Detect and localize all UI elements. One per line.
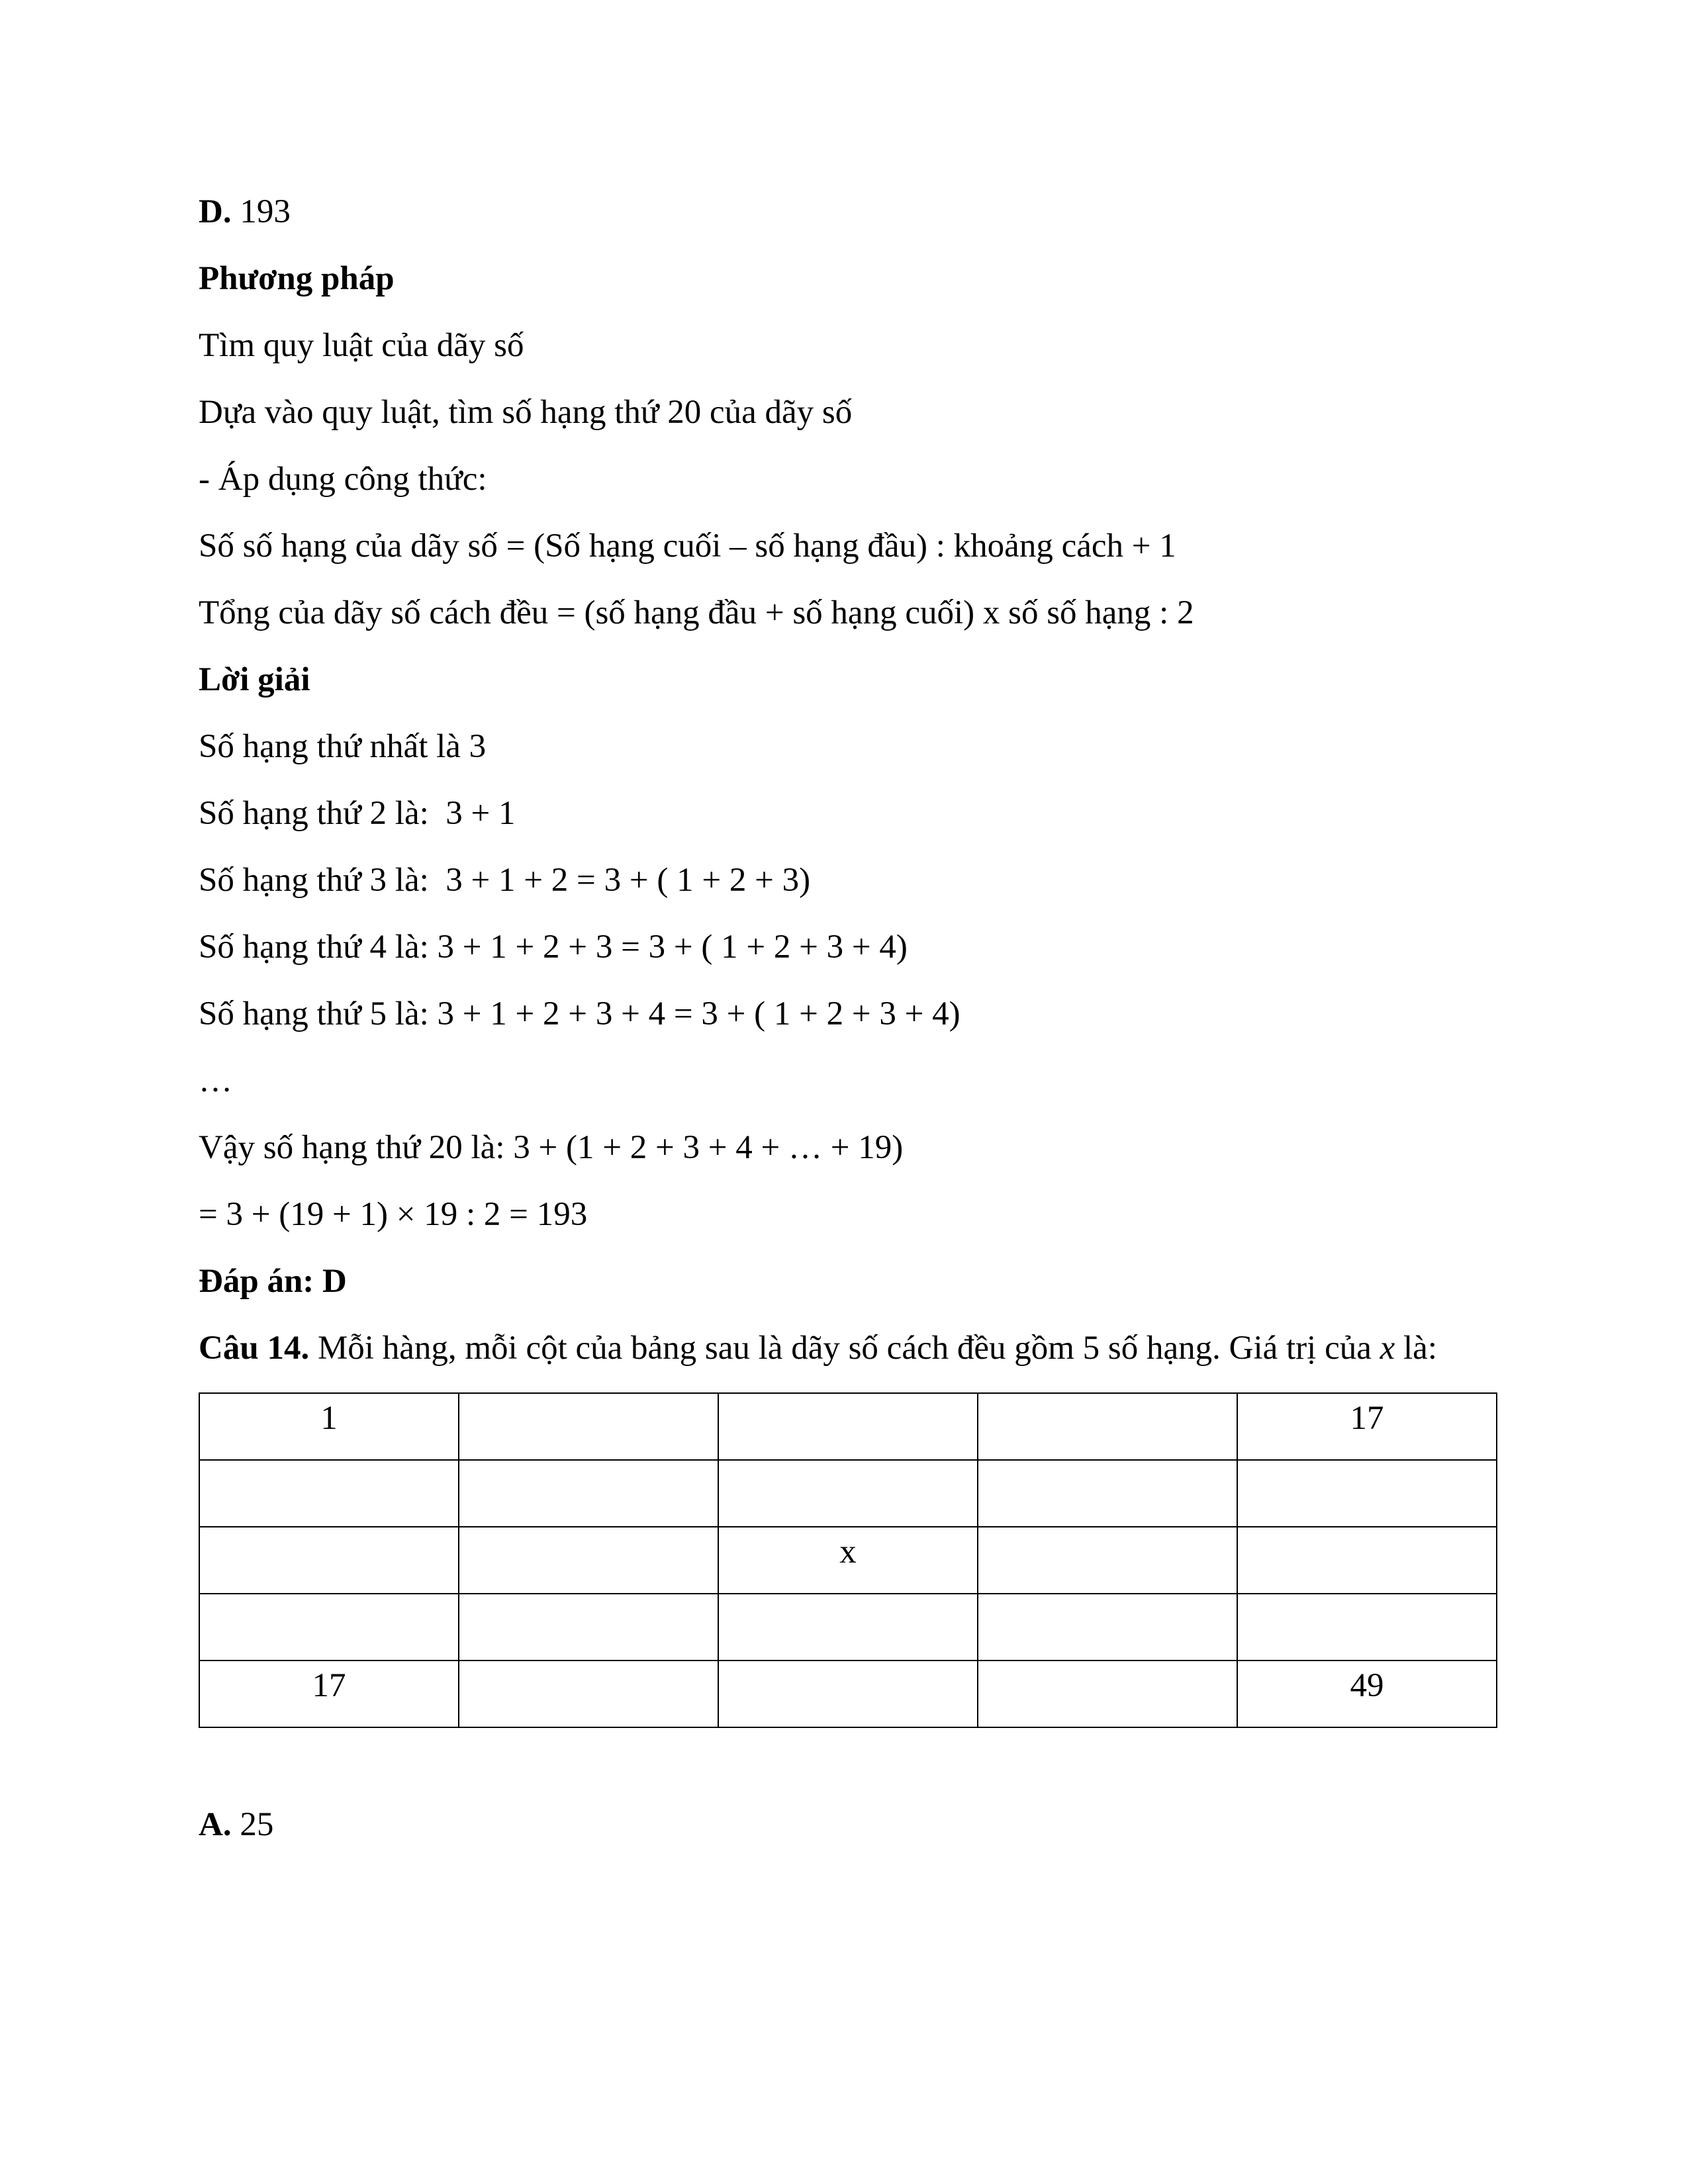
option-a [199,1792,1489,1858]
grid-row [199,1661,1497,1727]
grid-cell [199,1527,459,1594]
method-heading: Phương pháp [199,260,395,297]
grid-cell [459,1527,718,1594]
grid-row [199,1594,1497,1661]
number-grid [199,1392,1497,1728]
grid-row [199,1393,1497,1460]
grid-cell [978,1661,1237,1727]
grid-row [199,1460,1497,1527]
grid-cell [718,1393,978,1460]
option-d-letter: D. [199,193,232,230]
option-a-value: 25 [231,1806,274,1843]
grid-cell [718,1661,978,1727]
solution-line: Vậy số hạng thứ 20 là: 3 + (1 + 2 + 3 + 4 + … + 19) [199,1129,904,1166]
grid-cell [1237,1527,1497,1594]
grid-cell [459,1393,718,1460]
method-line: - Áp dụng công thức: [199,461,487,498]
grid-cell [718,1460,978,1527]
option-a-letter: A. [199,1806,232,1843]
grid-cell [459,1594,718,1661]
grid-cell [199,1460,459,1527]
grid-cell [459,1460,718,1527]
grid-cell: 49 [1237,1661,1497,1727]
grid-cell [978,1594,1237,1661]
answer-line: Đáp án: D [199,1263,347,1300]
document-page [199,179,1489,1858]
grid-cell [718,1594,978,1661]
question-14 [199,1315,1489,1382]
grid-cell [978,1527,1237,1594]
grid-cell [1237,1460,1497,1527]
grid-cell [199,1594,459,1661]
grid-cell: 1 [199,1393,459,1460]
solution-line: Số hạng thứ nhất là 3 [199,728,487,765]
grid-cell [1237,1594,1497,1661]
solution-line: Số hạng thứ 5 là: 3 + 1 + 2 + 3 + 4 = 3 + ( 1 + 2 + 3 + 4) [199,995,961,1032]
grid-cell [459,1661,718,1727]
grid-row [199,1527,1497,1594]
grid-cell: 17 [199,1661,459,1727]
solution-line: = 3 + (19 + 1) × 19 : 2 = 193 [199,1196,588,1233]
solution-line: Số hạng thứ 2 là: 3 + 1 [199,795,516,832]
question-text-end: là: [1395,1330,1437,1367]
method-line: Dựa vào quy luật, tìm số hạng thứ 20 của dãy số [199,394,853,431]
method-line: Tổng của dãy số cách đều = (số hạng đầu + số hạng cuối) x số số hạng : 2 [199,594,1194,631]
grid-cell: x [718,1527,978,1594]
method-line: Tìm quy luật của dãy số [199,327,524,364]
grid-cell: 17 [1237,1393,1497,1460]
option-d [199,179,1489,246]
question-variable: x [1380,1330,1395,1367]
grid-cell [978,1393,1237,1460]
grid-cell [978,1460,1237,1527]
question-text: Mỗi hàng, mỗi cột của bảng sau là dãy số cách đều gồm 5 số hạng. Giá trị của [309,1330,1380,1367]
solution-line: Số hạng thứ 3 là: 3 + 1 + 2 = 3 + ( 1 + 2 + 3) [199,862,811,899]
solution-line: … [199,1062,232,1099]
method-line: Số số hạng của dãy số = (Số hạng cuối – số hạng đầu) : khoảng cách + 1 [199,527,1176,565]
option-d-value: 193 [231,193,291,230]
solution-heading: Lời giải [199,661,310,698]
question-label: Câu 14. [199,1330,310,1367]
solution-line: Số hạng thứ 4 là: 3 + 1 + 2 + 3 = 3 + ( 1 + 2 + 3 + 4) [199,929,908,966]
